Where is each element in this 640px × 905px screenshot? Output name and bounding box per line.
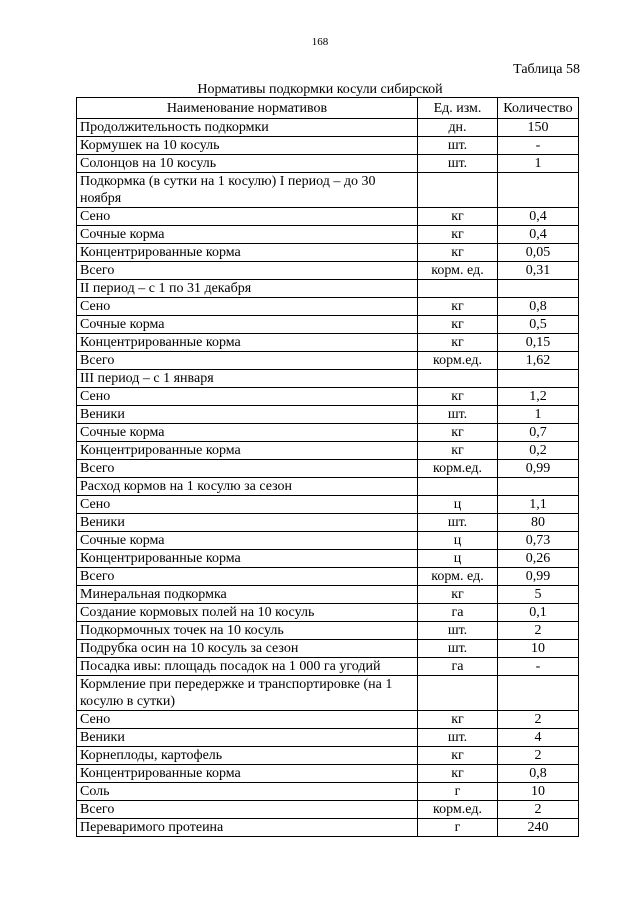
- cell-unit: корм. ед.: [418, 262, 498, 280]
- cell-quantity: 150: [498, 119, 579, 137]
- table-row: [77, 765, 579, 783]
- cell-unit: корм. ед.: [418, 568, 498, 586]
- cell-name: Подкормочных точек на 10 косуль: [77, 622, 418, 640]
- cell-unit: га: [418, 604, 498, 622]
- cell-unit: [418, 478, 498, 496]
- cell-name: Концентрированные корма: [77, 442, 418, 460]
- cell-name: Соль: [77, 783, 418, 801]
- table-row: [77, 406, 579, 424]
- cell-name: Веники: [77, 514, 418, 532]
- cell-unit: г: [418, 819, 498, 837]
- cell-quantity: [498, 280, 579, 298]
- cell-name: Всего: [77, 352, 418, 370]
- table-row: [77, 137, 579, 155]
- table-row: [77, 514, 579, 532]
- header-unit: Ед. изм.: [418, 98, 498, 119]
- norms-table: [76, 97, 579, 837]
- cell-quantity: 0,99: [498, 460, 579, 478]
- cell-quantity: 1,1: [498, 496, 579, 514]
- cell-name: Веники: [77, 729, 418, 747]
- table-row: [77, 819, 579, 837]
- cell-unit: шт.: [418, 137, 498, 155]
- table-row: [77, 532, 579, 550]
- table-row: [77, 352, 579, 370]
- table-row: [77, 783, 579, 801]
- cell-unit: кг: [418, 586, 498, 604]
- table-row: [77, 316, 579, 334]
- table-row: [77, 550, 579, 568]
- cell-quantity: 1,2: [498, 388, 579, 406]
- cell-name: Сено: [77, 208, 418, 226]
- cell-quantity: 2: [498, 711, 579, 729]
- table-row: [77, 388, 579, 406]
- cell-name: Концентрированные корма: [77, 550, 418, 568]
- cell-name: Переваримого протеина: [77, 819, 418, 837]
- cell-quantity: 0,7: [498, 424, 579, 442]
- cell-unit: кг: [418, 442, 498, 460]
- cell-quantity: 10: [498, 783, 579, 801]
- cell-unit: кг: [418, 244, 498, 262]
- table-header-row: [77, 98, 579, 119]
- cell-quantity: 0,99: [498, 568, 579, 586]
- table-caption: Нормативы подкормки косули сибирской: [197, 82, 443, 97]
- cell-quantity: 0,4: [498, 208, 579, 226]
- cell-unit: корм.ед.: [418, 352, 498, 370]
- cell-unit: кг: [418, 747, 498, 765]
- table-row: [77, 424, 579, 442]
- cell-unit: кг: [418, 388, 498, 406]
- cell-name: Подрубка осин на 10 косуль за сезон: [77, 640, 418, 658]
- table-row: [77, 460, 579, 478]
- table-row: [77, 280, 579, 298]
- table-row: [77, 729, 579, 747]
- cell-name: Сочные корма: [77, 316, 418, 334]
- table-body: [77, 119, 579, 837]
- cell-unit: корм.ед.: [418, 801, 498, 819]
- cell-quantity: 4: [498, 729, 579, 747]
- table-row: [77, 334, 579, 352]
- cell-unit: шт.: [418, 622, 498, 640]
- table-row: [77, 478, 579, 496]
- cell-name: Продолжительность подкормки: [77, 119, 418, 137]
- table-row: [77, 496, 579, 514]
- cell-quantity: 0,73: [498, 532, 579, 550]
- cell-quantity: 0,15: [498, 334, 579, 352]
- cell-unit: кг: [418, 208, 498, 226]
- cell-unit: кг: [418, 316, 498, 334]
- cell-quantity: [498, 173, 579, 208]
- table-row: [77, 658, 579, 676]
- cell-unit: [418, 173, 498, 208]
- cell-name: Сено: [77, 388, 418, 406]
- header-quantity: Количество: [498, 98, 579, 119]
- table-row: [77, 622, 579, 640]
- cell-name: Концентрированные корма: [77, 244, 418, 262]
- cell-quantity: 0,2: [498, 442, 579, 460]
- table-label: Таблица 58: [513, 62, 580, 77]
- table-row: [77, 244, 579, 262]
- cell-unit: кг: [418, 298, 498, 316]
- table-row: [77, 155, 579, 173]
- cell-name: Всего: [77, 801, 418, 819]
- cell-quantity: 240: [498, 819, 579, 837]
- table-row: [77, 801, 579, 819]
- cell-name: Всего: [77, 460, 418, 478]
- cell-unit: кг: [418, 711, 498, 729]
- cell-unit: [418, 280, 498, 298]
- cell-unit: шт.: [418, 514, 498, 532]
- cell-name: Концентрированные корма: [77, 334, 418, 352]
- cell-quantity: 2: [498, 747, 579, 765]
- cell-quantity: -: [498, 658, 579, 676]
- table-row: [77, 119, 579, 137]
- cell-name: Минеральная подкормка: [77, 586, 418, 604]
- cell-quantity: [498, 478, 579, 496]
- cell-quantity: [498, 370, 579, 388]
- table-row: [77, 298, 579, 316]
- cell-name: Подкормка (в сутки на 1 косулю) I период – до 30 ноября: [77, 173, 418, 208]
- cell-unit: кг: [418, 765, 498, 783]
- cell-name: Посадка ивы: площадь посадок на 1 000 га угодий: [77, 658, 418, 676]
- cell-unit: шт.: [418, 155, 498, 173]
- cell-name: Расход кормов на 1 косулю за сезон: [77, 478, 418, 496]
- cell-quantity: 0,8: [498, 298, 579, 316]
- cell-name: Солонцов на 10 косуль: [77, 155, 418, 173]
- cell-name: Сочные корма: [77, 226, 418, 244]
- cell-quantity: 5: [498, 586, 579, 604]
- cell-unit: кг: [418, 226, 498, 244]
- cell-name: Всего: [77, 568, 418, 586]
- cell-unit: ц: [418, 532, 498, 550]
- cell-quantity: 1: [498, 406, 579, 424]
- cell-unit: шт.: [418, 729, 498, 747]
- page-number: 168: [311, 36, 329, 48]
- cell-name: Концентрированные корма: [77, 765, 418, 783]
- table-row: [77, 747, 579, 765]
- cell-name: Всего: [77, 262, 418, 280]
- cell-unit: дн.: [418, 119, 498, 137]
- cell-name: Сочные корма: [77, 532, 418, 550]
- cell-quantity: 0,31: [498, 262, 579, 280]
- cell-unit: ц: [418, 550, 498, 568]
- cell-name: Кормушек на 10 косуль: [77, 137, 418, 155]
- cell-quantity: 0,8: [498, 765, 579, 783]
- cell-name: III период – с 1 января: [77, 370, 418, 388]
- cell-quantity: 80: [498, 514, 579, 532]
- cell-unit: г: [418, 783, 498, 801]
- table-row: [77, 442, 579, 460]
- cell-quantity: 0,05: [498, 244, 579, 262]
- cell-quantity: 0,1: [498, 604, 579, 622]
- table-row: [77, 208, 579, 226]
- cell-quantity: 0,26: [498, 550, 579, 568]
- cell-name: Создание кормовых полей на 10 косуль: [77, 604, 418, 622]
- cell-unit: га: [418, 658, 498, 676]
- cell-name: Сочные корма: [77, 424, 418, 442]
- cell-unit: [418, 676, 498, 711]
- table-row: [77, 568, 579, 586]
- cell-name: Корнеплоды, картофель: [77, 747, 418, 765]
- cell-unit: ц: [418, 496, 498, 514]
- cell-name: Сено: [77, 298, 418, 316]
- cell-unit: шт.: [418, 640, 498, 658]
- cell-unit: [418, 370, 498, 388]
- table-row: [77, 586, 579, 604]
- cell-quantity: 1,62: [498, 352, 579, 370]
- table-row: [77, 173, 579, 208]
- cell-name: Кормление при передержке и транспортировке (на 1 косулю в сутки): [77, 676, 418, 711]
- cell-name: Сено: [77, 711, 418, 729]
- table-row: [77, 370, 579, 388]
- table-row: [77, 226, 579, 244]
- cell-name: II период – с 1 по 31 декабря: [77, 280, 418, 298]
- cell-quantity: 0,5: [498, 316, 579, 334]
- table-row: [77, 640, 579, 658]
- cell-quantity: 10: [498, 640, 579, 658]
- table-row: [77, 711, 579, 729]
- cell-name: Веники: [77, 406, 418, 424]
- cell-unit: шт.: [418, 406, 498, 424]
- cell-unit: кг: [418, 334, 498, 352]
- cell-name: Сено: [77, 496, 418, 514]
- cell-quantity: 2: [498, 801, 579, 819]
- cell-quantity: [498, 676, 579, 711]
- cell-quantity: 0,4: [498, 226, 579, 244]
- cell-unit: кг: [418, 424, 498, 442]
- table-row: [77, 262, 579, 280]
- table-row: [77, 604, 579, 622]
- cell-quantity: -: [498, 137, 579, 155]
- header-name: Наименование нормативов: [77, 98, 418, 119]
- cell-quantity: 1: [498, 155, 579, 173]
- cell-quantity: 2: [498, 622, 579, 640]
- table-row: [77, 676, 579, 711]
- cell-unit: корм.ед.: [418, 460, 498, 478]
